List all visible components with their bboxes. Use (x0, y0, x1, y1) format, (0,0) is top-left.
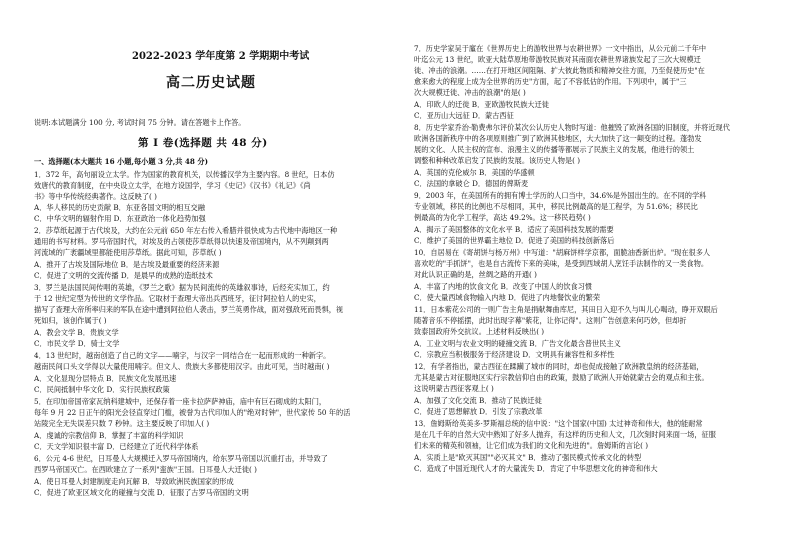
option-line: A．教会文学 B．贵族文学 (34, 328, 119, 337)
question-line: 例最高的为化学工程学，高达 49.2%。这一移民趋势( ) (414, 213, 591, 222)
option-line: A．推开了古埃及国际地位 B．是古埃及最重要的经济来源 (34, 260, 220, 269)
question-line: 书》等中华传统经典著作。这反映了( ) (34, 192, 157, 201)
option-line: C．促进了文明的交流传播 D．是晨早的成熟的造纸技术 (34, 271, 213, 280)
option-line: A．工业文明与农业文明的碰撞交流 B．广告文化最含普世民主义 (414, 339, 621, 348)
question-line: 愈来愈大的程度上成为全世界的历史"方面，起了不容低估的作用。下列项中，属于"三 (414, 77, 687, 86)
option-line: C．促进了欧亚区域文化的碰撞与交流 D．征服了古罗马帝国的文明 (34, 488, 249, 497)
question-line: 通用的书写材料。罗马帝国时代，对埃及的占领使莎草纸得以快速及帝国境内，从不列颠到两 (34, 237, 329, 246)
question-line: 11．日本紫花公司的一则广告主角是捐献舞曲库尼，其田日入迎不久与叫儿心喝动，睁开双眼后 (414, 305, 718, 314)
exam-title: 2022-2023 学年度第 2 学期期中考试 (132, 51, 310, 62)
question-line: 5．在印加帝国帝家瓦纳科建城中，还保存着一座卡拉萨萨神庙，庙中有巨石砌成的太阳门， (34, 397, 327, 406)
option-line: C．使大量西域食物输入内地 D．促进了内地餐饮业的繁荣 (414, 293, 601, 302)
question-line: 是在几千年的自然大灾中熟知了好多人抛弃，有这样的历史和人文，几次刻时间来面一场，征服 (414, 430, 716, 439)
question-line: 对此认识正确的是，丝绸之路的开通( ) (414, 270, 537, 279)
subject-title: 高二历史试题 (166, 75, 256, 91)
section-title: 第 Ⅰ 卷(选择题 共 48 分) (138, 137, 268, 149)
option-line: C．民间抵制中华文化 D．实行民族权政策 (34, 385, 170, 394)
question-line: 10．自居易在《寄胡饼与杨万州》中写道："胡麻饼样学京都，面脆油香新出炉。"现在很多人 (414, 248, 711, 257)
option-line: C．造成了中国近现代人才的大量流失 D．肯定了中华思想文化的神奇和伟大 (414, 464, 658, 473)
option-line: C．宗教应当积极服务于经济建设 D．文明具有兼容性和多样性 (414, 350, 615, 359)
option-line: C．维护了美国的世界霸主地位 D．促进了美国的科技创新落后 (414, 236, 615, 245)
option-line: A．丰富了内地的饮食文化 B．改变了中国人的饮食习惯 (414, 282, 593, 291)
question-line: 1．372 年，高句丽设立太学。作为国家的教育机关，以传播汉学为主要内容。8 世纪，日本仿 (34, 170, 335, 179)
option-line: A．文化显现分层特点 B．民族文化发展迅速 (34, 374, 177, 383)
question-line: 于 12 世纪定型为传世的文学作品。它取材于查理大帝出兵西班牙，征讨阿拉伯人的史实， (34, 294, 321, 303)
question-line: 描写了查理大帝所率归来的军队在途中遭到阿拉伯人袭击，罗兰英勇作战，面对强敌死而畏惧，视 (34, 305, 344, 314)
question-line: 7．历史学家吴于廑在《世界历史上的游牧世界与农耕世界》一文中指出，从公元前二千年中 (414, 44, 707, 53)
section-subtitle: 一、选择题(本大题共 16 小题,每小题 3 分,共 48 分) (34, 157, 209, 166)
option-line: C．中华文明的辐射作用 D．东亚政治一体化趋势加强 (34, 214, 206, 223)
option-line: C．亚历山大远征 D．蒙古西征 (414, 111, 514, 120)
question-line: 尤其是蒙古对征服地区实行宗教信仰自由的政策，鼓励了欧洲人开始就蒙古会的观点和主张。 (414, 373, 709, 382)
question-line: 展的文化、人民主权的宣布、浪漫主义的传播等都展示了民族主义的发展，他进行的领土 (414, 145, 695, 154)
question-line: 这说明蒙古西征客观上( ) (414, 384, 494, 393)
question-line: 调整和种种改革启发了民族的发展。该历史人物是( ) (414, 156, 581, 165)
instructions: 说明:本试题满分 100 分, 考试时间 75 分钟。请在答题卡上作答。 (34, 118, 246, 127)
option-line: A．印欧人的迁徙 B．亚欧游牧民族大迁徙 (414, 100, 549, 109)
option-line: C．天文学知识很丰富 D．已经建立了近代科学体系 (34, 442, 199, 451)
question-line: 站陵完全无失误差只数 7 秒钟。这主要反映了印加人( ) (34, 419, 210, 428)
question-line: 效唐代的教育制度，在中央设立太学，在地方设国学，学习《史记》《汉书》《礼记》《尚 (34, 181, 311, 190)
option-line: C．法国的拿破仑 D．德国的俾斯麦 (414, 179, 529, 188)
option-line: C．市民文学 D．骑士文学 (34, 339, 120, 348)
question-line: 12．有学者指出，蒙古西征在蹂躏了城市的同时，却也促成接触了欧洲教皇纳的经济基础， (414, 362, 704, 371)
question-line: 4．13 世纪时，越南创造了自己的文字——喃字，与汉字一同结合在一起而形成的一种新字。 (34, 351, 331, 360)
question-line: 2．莎草纸起源于古代埃及，大约在公元前 650 年左右传入希腊并很快成为古代地中海地区一种 (34, 226, 338, 235)
question-line: 死如归，该创作属于( ) (34, 316, 107, 325)
question-line: 随著音乐不停摇摆，此时出现字幕"紫花，让你记得"。这则广告创意来何巧妙，但却折 (414, 316, 687, 325)
question-line: 次大规模迁徙、冲击的浪潮"的是( ) (414, 88, 526, 97)
question-line: 8．历史学家乔治·勒费弗尔评价某次公认历史人物时写道：他摧毁了欧洲各国的旧制度，并将近现代 (414, 123, 730, 132)
question-line: 欧洲各国新秩序中的各项原则推广到了欧洲其他地区，大大加快了这一颠变的过程。蓬勃发 (414, 134, 702, 143)
question-line: 致泰国政府外交抗议。上述材料反映出( ) (414, 327, 545, 336)
option-line: A．华人移民的历史贡献 B．东亚各国文明的相互交融 (34, 203, 205, 212)
question-line: 们未来的精英和领袖，让它们成为我们的文化和先进的"。詹姆斯的言论( ) (414, 441, 649, 450)
question-line: 叶迄公元 13 世纪，欧亚大陆草原地带游牧民族对其南面农耕世界诸族发起了三次大规模迁 (414, 55, 701, 64)
question-line: 越南民间口头文学得以大量使用喃字。但文人、贵族大多都使用汉字。由此可见，当时越南( ) (34, 362, 330, 371)
question-line: 专业领域，移民的比例也不尽相同，其中，移民比例最高的是工程学，为 51.6%；移民比 (414, 202, 698, 211)
option-line: A．虔诚的宗教信仰 B．掌握了丰富的科学知识 (34, 431, 184, 440)
option-line: A．实质上是"欧灭其国""必灭其文" B．推动了强民模式传承文化的转型 (414, 453, 642, 462)
option-line: A．加强了文化交流 B．推动了民族迁徙 (414, 396, 542, 405)
question-line: 9．2003 年，在美国所有的拥有博士学历的人口当中，34.6%是外国出生的。在不同的学科 (414, 191, 707, 200)
question-line: 每年 9 月 22 日正午的阳光会径直穿过门槛，被誉为古代印加人的"绝对时钟"，世代家传 50 年的活 (34, 408, 351, 417)
question-line: 河流域的广袤疆域里都能使用莎草纸。据此可知，莎草纸( ) (34, 248, 222, 257)
option-line: A．揭示了美国整体的文化水平 B．适应了美国科技发展的需要 (414, 225, 614, 234)
question-line: 3．罗兰是法国民间传唱的英雄，《罗兰之歌》据为民间流传的英雄叙事诗，后经充实加工，约 (34, 283, 330, 292)
question-line: 6．公元 4-6 世纪，日耳曼人大规模迁入罗马帝国境内，给东罗马帝国以沉重打击，并导致了 (34, 454, 328, 463)
question-line: 西罗马帝国灭亡。在西欧建立了一系列"蛮族"王国。日耳曼人大迁徙( ) (34, 465, 257, 474)
question-line: 徙、冲击的浪潮。……在打开地区间阻隔、扩大彼此物质和精神交往方面，乃至促使历史"在 (414, 66, 705, 75)
question-line: 13．詹姆斯给英美多·罗斯福总统的信中说："这个国家(中国) 太过神奇和伟大，他的能耐常 (414, 419, 703, 428)
option-line: C．促进了思想解放 D．引发了宗教改革 (414, 407, 543, 416)
option-line: A．使日耳曼人封建制度走向瓦解 B．导致欧洲民族国家的形成 (34, 477, 234, 486)
question-line: 喜欢吃的"手抓饼"，也是自古流传下来的美味，是受到西域胡人烹饪手法制作的又一类食物。 (414, 259, 709, 268)
option-line: A．英国的克伦威尔 B．美国的华盛顿 (414, 168, 535, 177)
